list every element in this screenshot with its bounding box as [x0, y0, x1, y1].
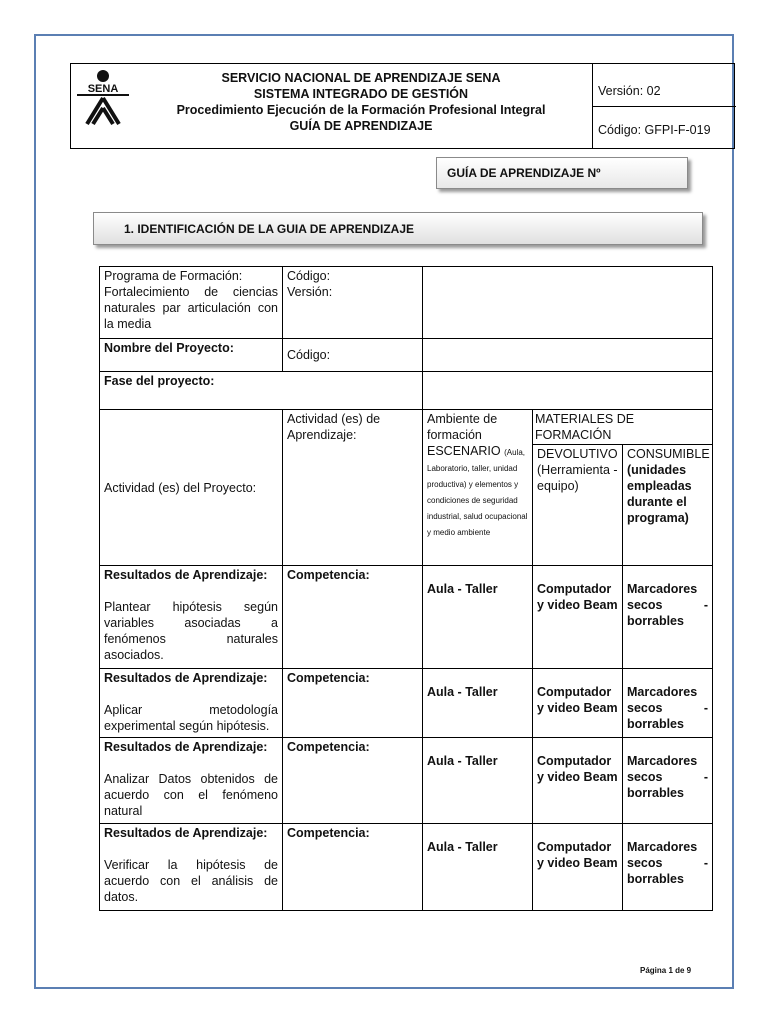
table-row: [100, 669, 713, 738]
programa-value: Fortalecimiento de ciencias naturales par articulación con la media: [104, 285, 278, 331]
ambiente-value: Aula - Taller: [423, 669, 533, 738]
resultado-cell: [100, 824, 283, 911]
resultado-label: Resultados de Aprendizaje:: [104, 568, 268, 582]
competencia-label: Competencia:: [283, 738, 423, 824]
consumible-value: Marcadores secos - borrables: [623, 566, 713, 669]
devolutivo-label: DEVOLUTIVO: [537, 447, 618, 461]
devolutivo-cell: [533, 445, 623, 566]
header-line-2: SISTEMA INTEGRADO DE GESTIÓN: [253, 87, 469, 101]
table-row: [100, 566, 713, 669]
section-title: 1. IDENTIFICACIÓN DE LA GUIA DE APRENDIZAJE: [93, 212, 703, 245]
programa-value-cell: [423, 267, 713, 339]
fase-label: Fase del proyecto:: [100, 372, 423, 410]
fase-value-cell: [423, 372, 713, 410]
header-divider: [592, 106, 736, 107]
version-label: Versión: 02: [598, 84, 661, 98]
competencia-label: Competencia:: [283, 824, 423, 911]
ambiente-cell: [423, 410, 533, 566]
header-line-1: SERVICIO NACIONAL DE APRENDIZAJE SENA: [221, 71, 501, 85]
resultado-cell: [100, 738, 283, 824]
codigo-version-cell: [283, 267, 423, 339]
table-row: [100, 738, 713, 824]
devolutivo-value: Computador y video Beam: [533, 669, 623, 738]
resultado-label: Resultados de Aprendizaje:: [104, 826, 268, 840]
resultado-text: Analizar Datos obtenidos de acuerdo con el fenómeno natural: [104, 772, 278, 818]
document-header: [70, 63, 735, 149]
consumible-value: Marcadores secos - borrables: [623, 824, 713, 911]
sena-logo: [75, 68, 131, 130]
consumible-desc: (unidades empleadas durante el programa): [627, 463, 692, 525]
consumible-value: Marcadores secos - borrables: [623, 738, 713, 824]
resultado-label: Resultados de Aprendizaje:: [104, 740, 268, 754]
ambiente-value: Aula - Taller: [423, 824, 533, 911]
resultado-cell: [100, 566, 283, 669]
ambiente-label: Ambiente de formación ESCENARIO: [427, 412, 501, 458]
code-label: Código: GFPI-F-019: [598, 123, 711, 137]
devolutivo-value: Computador y video Beam: [533, 824, 623, 911]
ambiente-detail: (Aula, Laboratorio, taller, unidad productiva) y elementos y condiciones de seguridad industrial, salud ocupacional y medio ambiente: [427, 448, 528, 537]
consumible-cell: [623, 445, 713, 566]
devolutivo-value: Computador y video Beam: [533, 566, 623, 669]
ambiente-value: Aula - Taller: [423, 566, 533, 669]
resultado-label: Resultados de Aprendizaje:: [104, 671, 268, 685]
header-line-3: Procedimiento Ejecución de la Formación Profesional Integral: [176, 103, 546, 117]
codigo2-label: Código:: [283, 339, 423, 372]
devolutivo-value: Computador y video Beam: [533, 738, 623, 824]
resultado-text: Plantear hipótesis según variables asociadas a fenómenos naturales asociados.: [104, 600, 278, 662]
materiales-label: MATERIALES DE FORMACIÓN: [533, 410, 713, 445]
programa-label: Programa de Formación:: [104, 269, 243, 283]
resultado-text: Verificar la hipótesis de acuerdo con el análisis de datos.: [104, 858, 278, 904]
header-titles: [131, 70, 591, 134]
devolutivo-desc: (Herramienta - equipo): [537, 463, 618, 493]
guide-number-box: GUÍA DE APRENDIZAJE Nº: [436, 157, 688, 189]
resultado-text: Aplicar metodología experimental según hipótesis.: [104, 703, 278, 733]
proyecto-value-cell: [423, 339, 713, 372]
version-field-label: Versión:: [287, 285, 333, 299]
consumible-value: Marcadores secos - borrables: [623, 669, 713, 738]
ambiente-value: Aula - Taller: [423, 738, 533, 824]
resultado-cell: [100, 669, 283, 738]
competencia-label: Competencia:: [283, 669, 423, 738]
consumible-label: CONSUMIBLE: [627, 447, 710, 461]
page-number: Página 1 de 9: [640, 966, 692, 975]
header-line-4: GUÍA DE APRENDIZAJE: [289, 119, 433, 133]
competencia-label: Competencia:: [283, 566, 423, 669]
actividades-aprendizaje-label: Actividad (es) de Aprendizaje:: [283, 410, 423, 566]
codigo-label: Código:: [287, 269, 331, 283]
svg-text:SENA: SENA: [87, 83, 119, 95]
programa-cell: [100, 267, 283, 339]
proyecto-label: Nombre del Proyecto:: [100, 339, 283, 372]
identification-table: [99, 266, 713, 911]
table-row: [100, 824, 713, 911]
actividades-proyecto-label: Actividad (es) del Proyecto:: [100, 410, 283, 566]
